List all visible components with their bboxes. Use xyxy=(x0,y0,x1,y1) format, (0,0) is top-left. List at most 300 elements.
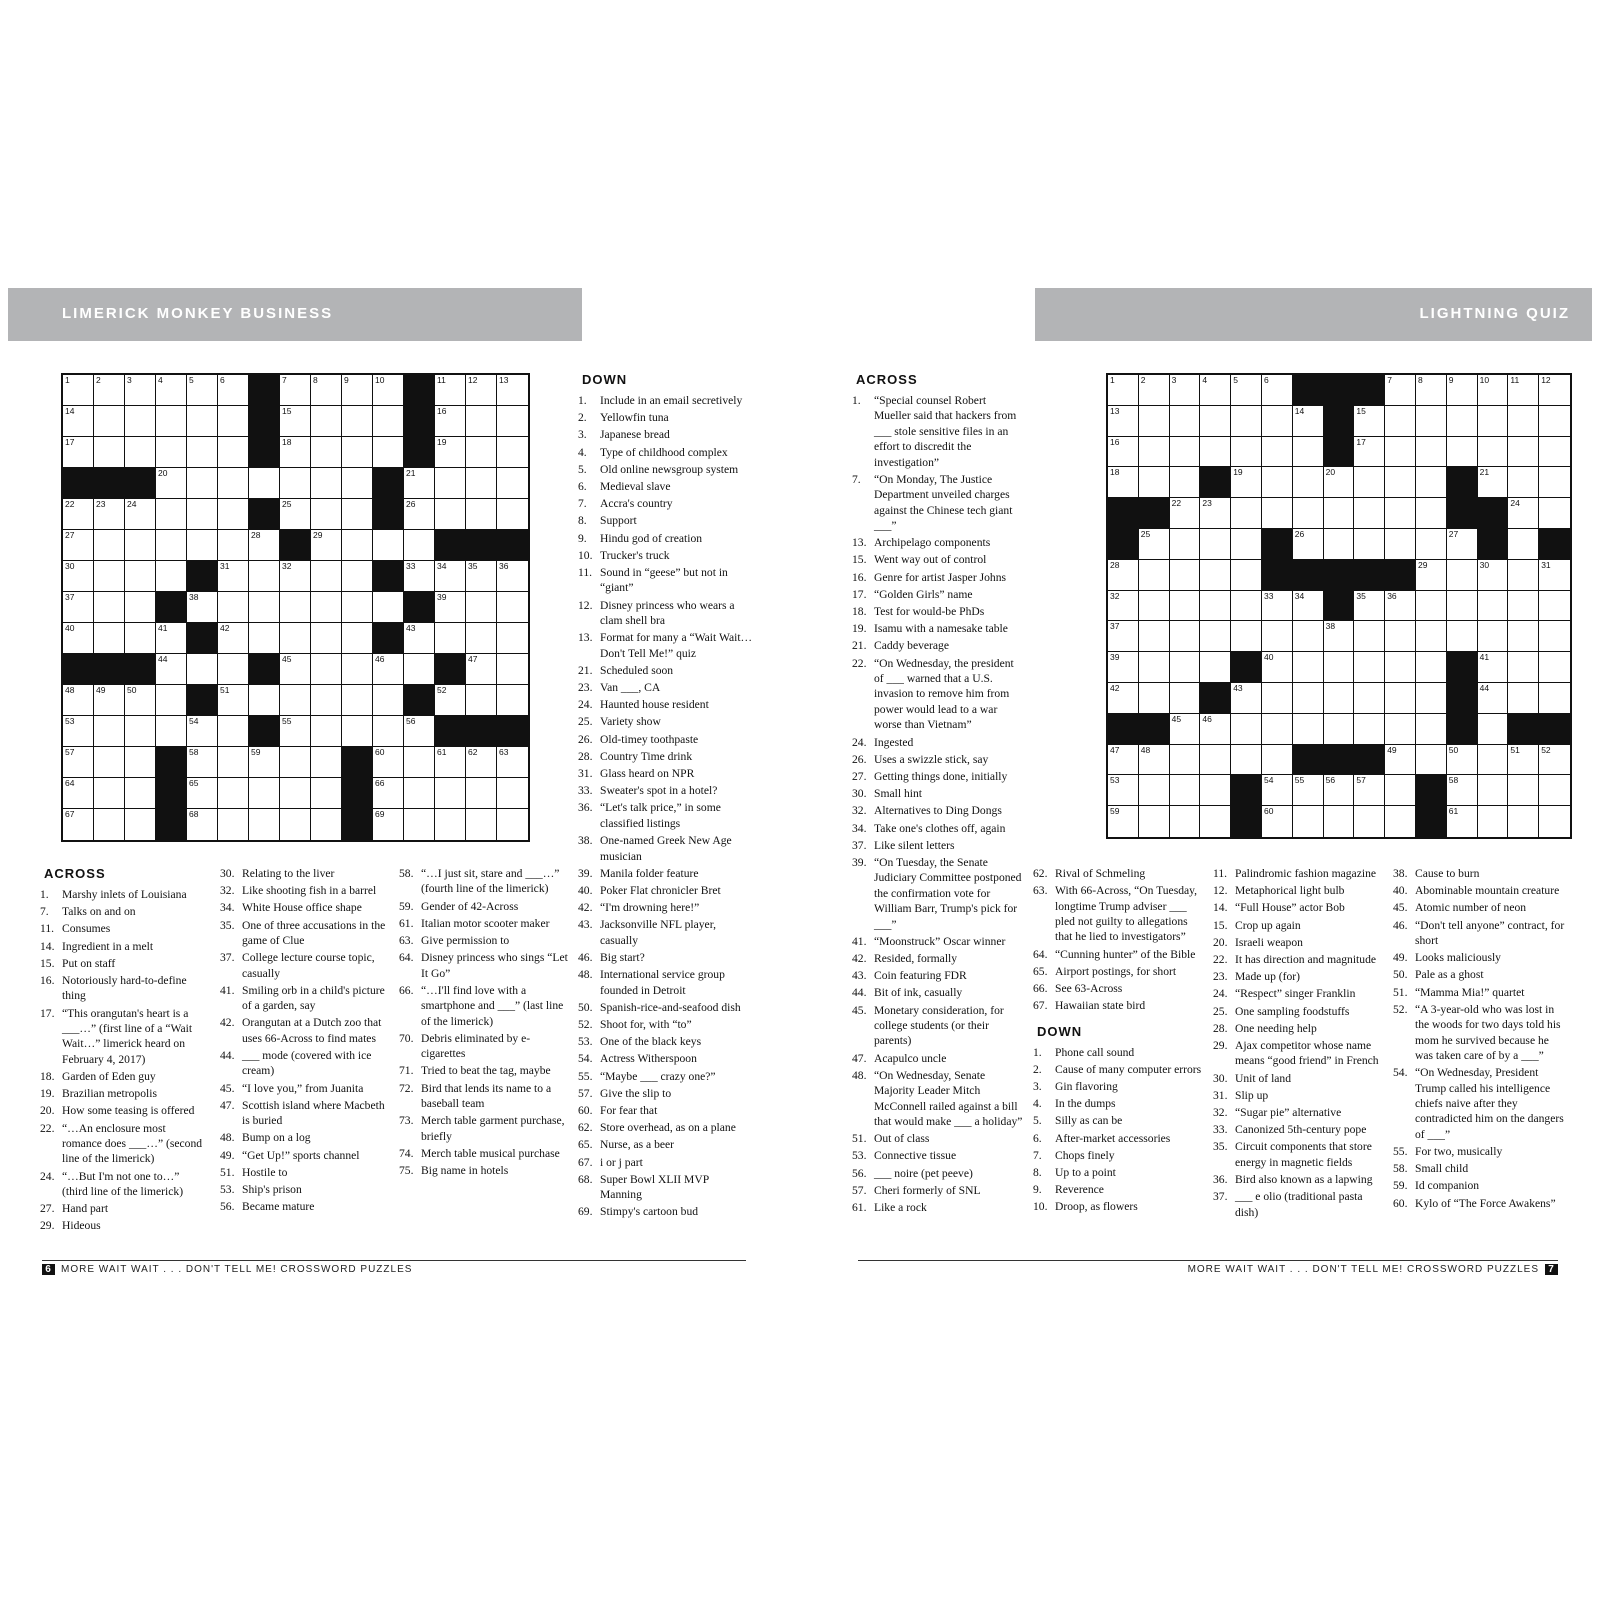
grid-cell[interactable] xyxy=(311,468,342,499)
grid-cell[interactable] xyxy=(435,561,466,592)
grid-cell[interactable] xyxy=(125,561,156,592)
grid-cell[interactable] xyxy=(497,685,528,716)
grid-cell[interactable] xyxy=(311,778,342,809)
grid-cell[interactable] xyxy=(1170,375,1201,406)
grid-cell[interactable] xyxy=(466,437,497,468)
grid-cell[interactable] xyxy=(125,685,156,716)
grid-cell[interactable] xyxy=(466,375,497,406)
grid-cell[interactable] xyxy=(404,747,435,778)
grid-cell[interactable] xyxy=(156,437,187,468)
grid-cell[interactable] xyxy=(218,747,249,778)
grid-cell[interactable] xyxy=(342,561,373,592)
grid-cell[interactable] xyxy=(1354,529,1385,560)
grid-cell[interactable] xyxy=(63,685,94,716)
grid-cell[interactable] xyxy=(156,499,187,530)
grid-cell[interactable] xyxy=(1231,467,1262,498)
grid-cell[interactable] xyxy=(1539,806,1570,837)
grid-cell[interactable] xyxy=(1170,775,1201,806)
grid-cell[interactable] xyxy=(1262,375,1293,406)
grid-cell[interactable] xyxy=(94,778,125,809)
grid-cell[interactable] xyxy=(435,747,466,778)
grid-cell[interactable] xyxy=(466,747,497,778)
crossword-grid-left[interactable] xyxy=(61,373,530,842)
grid-cell[interactable] xyxy=(280,654,311,685)
grid-cell[interactable] xyxy=(1385,529,1416,560)
grid-cell[interactable] xyxy=(1200,621,1231,652)
grid-cell[interactable] xyxy=(249,685,280,716)
grid-cell[interactable] xyxy=(1262,467,1293,498)
grid-cell[interactable] xyxy=(1385,621,1416,652)
grid-cell[interactable] xyxy=(280,685,311,716)
grid-cell[interactable] xyxy=(1293,498,1324,529)
grid-cell[interactable] xyxy=(1324,806,1355,837)
grid-cell[interactable] xyxy=(1170,437,1201,468)
grid-cell[interactable] xyxy=(63,561,94,592)
grid-cell[interactable] xyxy=(1200,775,1231,806)
grid-cell[interactable] xyxy=(1478,683,1509,714)
grid-cell[interactable] xyxy=(373,437,404,468)
grid-cell[interactable] xyxy=(311,747,342,778)
grid-cell[interactable] xyxy=(218,468,249,499)
grid-cell[interactable] xyxy=(1262,683,1293,714)
grid-cell[interactable] xyxy=(373,716,404,747)
grid-cell[interactable] xyxy=(435,685,466,716)
grid-cell[interactable] xyxy=(280,468,311,499)
grid-cell[interactable] xyxy=(311,685,342,716)
grid-cell[interactable] xyxy=(1231,745,1262,776)
grid-cell[interactable] xyxy=(497,375,528,406)
grid-cell[interactable] xyxy=(156,716,187,747)
grid-cell[interactable] xyxy=(1385,437,1416,468)
grid-cell[interactable] xyxy=(187,716,218,747)
grid-cell[interactable] xyxy=(466,654,497,685)
grid-cell[interactable] xyxy=(1293,406,1324,437)
grid-cell[interactable] xyxy=(1108,437,1139,468)
grid-cell[interactable] xyxy=(94,561,125,592)
grid-cell[interactable] xyxy=(1447,591,1478,622)
grid-cell[interactable] xyxy=(1508,683,1539,714)
grid-cell[interactable] xyxy=(1385,591,1416,622)
grid-cell[interactable] xyxy=(1539,591,1570,622)
grid-cell[interactable] xyxy=(1262,775,1293,806)
grid-cell[interactable] xyxy=(187,375,218,406)
grid-cell[interactable] xyxy=(497,747,528,778)
crossword-grid-right[interactable] xyxy=(1106,373,1572,839)
grid-cell[interactable] xyxy=(1478,652,1509,683)
grid-cell[interactable] xyxy=(466,778,497,809)
grid-cell[interactable] xyxy=(280,375,311,406)
grid-cell[interactable] xyxy=(1200,806,1231,837)
grid-cell[interactable] xyxy=(1478,375,1509,406)
grid-cell[interactable] xyxy=(466,685,497,716)
grid-cell[interactable] xyxy=(1139,529,1170,560)
grid-cell[interactable] xyxy=(1539,375,1570,406)
grid-cell[interactable] xyxy=(1293,652,1324,683)
grid-cell[interactable] xyxy=(125,778,156,809)
grid-cell[interactable] xyxy=(280,809,311,840)
grid-cell[interactable] xyxy=(1170,621,1201,652)
grid-cell[interactable] xyxy=(1416,467,1447,498)
grid-cell[interactable] xyxy=(1539,621,1570,652)
grid-cell[interactable] xyxy=(125,716,156,747)
grid-cell[interactable] xyxy=(1170,652,1201,683)
grid-cell[interactable] xyxy=(1416,375,1447,406)
grid-cell[interactable] xyxy=(218,437,249,468)
grid-cell[interactable] xyxy=(466,561,497,592)
grid-cell[interactable] xyxy=(1447,437,1478,468)
grid-cell[interactable] xyxy=(94,592,125,623)
grid-cell[interactable] xyxy=(1539,775,1570,806)
grid-cell[interactable] xyxy=(1139,406,1170,437)
grid-cell[interactable] xyxy=(1385,652,1416,683)
grid-cell[interactable] xyxy=(311,561,342,592)
grid-cell[interactable] xyxy=(1354,652,1385,683)
grid-cell[interactable] xyxy=(280,592,311,623)
grid-cell[interactable] xyxy=(1108,745,1139,776)
grid-cell[interactable] xyxy=(218,530,249,561)
grid-cell[interactable] xyxy=(1200,591,1231,622)
grid-cell[interactable] xyxy=(1416,714,1447,745)
grid-cell[interactable] xyxy=(342,623,373,654)
grid-cell[interactable] xyxy=(94,499,125,530)
grid-cell[interactable] xyxy=(1293,591,1324,622)
grid-cell[interactable] xyxy=(373,406,404,437)
grid-cell[interactable] xyxy=(1108,683,1139,714)
grid-cell[interactable] xyxy=(1385,745,1416,776)
grid-cell[interactable] xyxy=(218,778,249,809)
grid-cell[interactable] xyxy=(1539,560,1570,591)
grid-cell[interactable] xyxy=(1354,806,1385,837)
grid-cell[interactable] xyxy=(249,561,280,592)
grid-cell[interactable] xyxy=(1262,591,1293,622)
grid-cell[interactable] xyxy=(1200,437,1231,468)
grid-cell[interactable] xyxy=(156,530,187,561)
grid-cell[interactable] xyxy=(1170,714,1201,745)
grid-cell[interactable] xyxy=(1539,683,1570,714)
grid-cell[interactable] xyxy=(1108,621,1139,652)
grid-cell[interactable] xyxy=(435,468,466,499)
grid-cell[interactable] xyxy=(280,747,311,778)
grid-cell[interactable] xyxy=(404,468,435,499)
grid-cell[interactable] xyxy=(63,375,94,406)
grid-cell[interactable] xyxy=(1447,560,1478,591)
grid-cell[interactable] xyxy=(373,375,404,406)
grid-cell[interactable] xyxy=(249,623,280,654)
grid-cell[interactable] xyxy=(497,778,528,809)
grid-cell[interactable] xyxy=(1508,745,1539,776)
grid-cell[interactable] xyxy=(1108,560,1139,591)
grid-cell[interactable] xyxy=(94,747,125,778)
grid-cell[interactable] xyxy=(1508,560,1539,591)
grid-cell[interactable] xyxy=(404,623,435,654)
grid-cell[interactable] xyxy=(1231,529,1262,560)
grid-cell[interactable] xyxy=(1170,560,1201,591)
grid-cell[interactable] xyxy=(1416,683,1447,714)
grid-cell[interactable] xyxy=(1478,714,1509,745)
grid-cell[interactable] xyxy=(1447,375,1478,406)
grid-cell[interactable] xyxy=(1324,498,1355,529)
grid-cell[interactable] xyxy=(1293,437,1324,468)
grid-cell[interactable] xyxy=(373,654,404,685)
grid-cell[interactable] xyxy=(1170,591,1201,622)
grid-cell[interactable] xyxy=(218,623,249,654)
grid-cell[interactable] xyxy=(280,406,311,437)
grid-cell[interactable] xyxy=(342,716,373,747)
grid-cell[interactable] xyxy=(156,685,187,716)
grid-cell[interactable] xyxy=(63,809,94,840)
grid-cell[interactable] xyxy=(1108,806,1139,837)
grid-cell[interactable] xyxy=(1108,467,1139,498)
grid-cell[interactable] xyxy=(280,561,311,592)
grid-cell[interactable] xyxy=(1108,406,1139,437)
grid-cell[interactable] xyxy=(63,437,94,468)
grid-cell[interactable] xyxy=(1170,806,1201,837)
grid-cell[interactable] xyxy=(156,623,187,654)
grid-cell[interactable] xyxy=(1539,498,1570,529)
grid-cell[interactable] xyxy=(311,809,342,840)
grid-cell[interactable] xyxy=(311,406,342,437)
grid-cell[interactable] xyxy=(497,809,528,840)
grid-cell[interactable] xyxy=(1416,621,1447,652)
grid-cell[interactable] xyxy=(1478,406,1509,437)
grid-cell[interactable] xyxy=(249,778,280,809)
grid-cell[interactable] xyxy=(1231,560,1262,591)
grid-cell[interactable] xyxy=(404,809,435,840)
grid-cell[interactable] xyxy=(1262,714,1293,745)
grid-cell[interactable] xyxy=(249,747,280,778)
grid-cell[interactable] xyxy=(1539,652,1570,683)
grid-cell[interactable] xyxy=(187,592,218,623)
grid-cell[interactable] xyxy=(1416,406,1447,437)
grid-cell[interactable] xyxy=(249,468,280,499)
grid-cell[interactable] xyxy=(404,499,435,530)
grid-cell[interactable] xyxy=(435,406,466,437)
grid-cell[interactable] xyxy=(63,623,94,654)
grid-cell[interactable] xyxy=(497,561,528,592)
grid-cell[interactable] xyxy=(1139,560,1170,591)
grid-cell[interactable] xyxy=(1508,775,1539,806)
grid-cell[interactable] xyxy=(1231,406,1262,437)
grid-cell[interactable] xyxy=(94,809,125,840)
grid-cell[interactable] xyxy=(1354,714,1385,745)
grid-cell[interactable] xyxy=(404,654,435,685)
grid-cell[interactable] xyxy=(1139,806,1170,837)
grid-cell[interactable] xyxy=(1293,714,1324,745)
grid-cell[interactable] xyxy=(156,654,187,685)
grid-cell[interactable] xyxy=(1108,775,1139,806)
grid-cell[interactable] xyxy=(218,499,249,530)
grid-cell[interactable] xyxy=(1262,621,1293,652)
grid-cell[interactable] xyxy=(1478,621,1509,652)
grid-cell[interactable] xyxy=(1200,375,1231,406)
grid-cell[interactable] xyxy=(1324,714,1355,745)
grid-cell[interactable] xyxy=(280,437,311,468)
grid-cell[interactable] xyxy=(1231,375,1262,406)
grid-cell[interactable] xyxy=(1139,775,1170,806)
grid-cell[interactable] xyxy=(249,592,280,623)
grid-cell[interactable] xyxy=(1262,806,1293,837)
grid-cell[interactable] xyxy=(373,747,404,778)
grid-cell[interactable] xyxy=(466,499,497,530)
grid-cell[interactable] xyxy=(497,592,528,623)
grid-cell[interactable] xyxy=(280,778,311,809)
grid-cell[interactable] xyxy=(1262,437,1293,468)
grid-cell[interactable] xyxy=(1478,775,1509,806)
grid-cell[interactable] xyxy=(1293,529,1324,560)
grid-cell[interactable] xyxy=(1231,621,1262,652)
grid-cell[interactable] xyxy=(1508,806,1539,837)
grid-cell[interactable] xyxy=(94,716,125,747)
grid-cell[interactable] xyxy=(497,499,528,530)
grid-cell[interactable] xyxy=(373,778,404,809)
grid-cell[interactable] xyxy=(1447,529,1478,560)
grid-cell[interactable] xyxy=(1139,591,1170,622)
grid-cell[interactable] xyxy=(342,375,373,406)
grid-cell[interactable] xyxy=(1200,560,1231,591)
grid-cell[interactable] xyxy=(218,716,249,747)
grid-cell[interactable] xyxy=(94,685,125,716)
grid-cell[interactable] xyxy=(1139,375,1170,406)
grid-cell[interactable] xyxy=(311,499,342,530)
grid-cell[interactable] xyxy=(63,499,94,530)
grid-cell[interactable] xyxy=(1447,806,1478,837)
grid-cell[interactable] xyxy=(373,809,404,840)
grid-cell[interactable] xyxy=(1170,467,1201,498)
grid-cell[interactable] xyxy=(1108,375,1139,406)
grid-cell[interactable] xyxy=(1170,406,1201,437)
grid-cell[interactable] xyxy=(156,561,187,592)
grid-cell[interactable] xyxy=(373,530,404,561)
grid-cell[interactable] xyxy=(218,685,249,716)
grid-cell[interactable] xyxy=(1262,745,1293,776)
grid-cell[interactable] xyxy=(1293,683,1324,714)
grid-cell[interactable] xyxy=(156,406,187,437)
grid-cell[interactable] xyxy=(1139,652,1170,683)
grid-cell[interactable] xyxy=(435,499,466,530)
grid-cell[interactable] xyxy=(1539,437,1570,468)
grid-cell[interactable] xyxy=(1354,591,1385,622)
grid-cell[interactable] xyxy=(1385,406,1416,437)
grid-cell[interactable] xyxy=(249,809,280,840)
grid-cell[interactable] xyxy=(342,437,373,468)
grid-cell[interactable] xyxy=(497,437,528,468)
grid-cell[interactable] xyxy=(1508,375,1539,406)
grid-cell[interactable] xyxy=(187,778,218,809)
grid-cell[interactable] xyxy=(125,499,156,530)
grid-cell[interactable] xyxy=(435,809,466,840)
grid-cell[interactable] xyxy=(342,654,373,685)
grid-cell[interactable] xyxy=(1354,406,1385,437)
grid-cell[interactable] xyxy=(1324,621,1355,652)
grid-cell[interactable] xyxy=(1385,714,1416,745)
grid-cell[interactable] xyxy=(1508,467,1539,498)
grid-cell[interactable] xyxy=(311,623,342,654)
grid-cell[interactable] xyxy=(1354,621,1385,652)
grid-cell[interactable] xyxy=(156,375,187,406)
grid-cell[interactable] xyxy=(1416,560,1447,591)
grid-cell[interactable] xyxy=(63,747,94,778)
grid-cell[interactable] xyxy=(342,685,373,716)
grid-cell[interactable] xyxy=(435,375,466,406)
grid-cell[interactable] xyxy=(1478,560,1509,591)
grid-cell[interactable] xyxy=(1200,745,1231,776)
grid-cell[interactable] xyxy=(63,530,94,561)
grid-cell[interactable] xyxy=(1385,467,1416,498)
grid-cell[interactable] xyxy=(1108,652,1139,683)
grid-cell[interactable] xyxy=(1478,591,1509,622)
grid-cell[interactable] xyxy=(218,561,249,592)
grid-cell[interactable] xyxy=(187,530,218,561)
grid-cell[interactable] xyxy=(1139,683,1170,714)
grid-cell[interactable] xyxy=(1231,683,1262,714)
grid-cell[interactable] xyxy=(1200,652,1231,683)
grid-cell[interactable] xyxy=(1200,529,1231,560)
grid-cell[interactable] xyxy=(1170,498,1201,529)
grid-cell[interactable] xyxy=(1508,529,1539,560)
grid-cell[interactable] xyxy=(1447,621,1478,652)
grid-cell[interactable] xyxy=(187,437,218,468)
grid-cell[interactable] xyxy=(218,654,249,685)
grid-cell[interactable] xyxy=(94,437,125,468)
grid-cell[interactable] xyxy=(497,468,528,499)
grid-cell[interactable] xyxy=(218,592,249,623)
grid-cell[interactable] xyxy=(187,468,218,499)
grid-cell[interactable] xyxy=(187,809,218,840)
grid-cell[interactable] xyxy=(311,716,342,747)
grid-cell[interactable] xyxy=(280,623,311,654)
grid-cell[interactable] xyxy=(466,592,497,623)
grid-cell[interactable] xyxy=(125,592,156,623)
grid-cell[interactable] xyxy=(1385,683,1416,714)
grid-cell[interactable] xyxy=(373,592,404,623)
grid-cell[interactable] xyxy=(280,499,311,530)
grid-cell[interactable] xyxy=(342,530,373,561)
grid-cell[interactable] xyxy=(1447,406,1478,437)
grid-cell[interactable] xyxy=(435,437,466,468)
grid-cell[interactable] xyxy=(311,437,342,468)
grid-cell[interactable] xyxy=(125,406,156,437)
grid-cell[interactable] xyxy=(404,561,435,592)
grid-cell[interactable] xyxy=(1416,529,1447,560)
grid-cell[interactable] xyxy=(187,499,218,530)
grid-cell[interactable] xyxy=(94,375,125,406)
grid-cell[interactable] xyxy=(466,809,497,840)
grid-cell[interactable] xyxy=(1508,437,1539,468)
grid-cell[interactable] xyxy=(1539,745,1570,776)
grid-cell[interactable] xyxy=(1139,437,1170,468)
grid-cell[interactable] xyxy=(404,530,435,561)
grid-cell[interactable] xyxy=(63,778,94,809)
grid-cell[interactable] xyxy=(342,406,373,437)
grid-cell[interactable] xyxy=(1293,467,1324,498)
grid-cell[interactable] xyxy=(342,592,373,623)
grid-cell[interactable] xyxy=(1478,806,1509,837)
grid-cell[interactable] xyxy=(125,809,156,840)
grid-cell[interactable] xyxy=(1324,683,1355,714)
grid-cell[interactable] xyxy=(404,716,435,747)
grid-cell[interactable] xyxy=(1354,467,1385,498)
grid-cell[interactable] xyxy=(342,468,373,499)
grid-cell[interactable] xyxy=(466,623,497,654)
grid-cell[interactable] xyxy=(1385,806,1416,837)
grid-cell[interactable] xyxy=(1200,714,1231,745)
grid-cell[interactable] xyxy=(1324,775,1355,806)
grid-cell[interactable] xyxy=(94,623,125,654)
grid-cell[interactable] xyxy=(1508,591,1539,622)
grid-cell[interactable] xyxy=(1447,775,1478,806)
grid-cell[interactable] xyxy=(63,716,94,747)
grid-cell[interactable] xyxy=(218,375,249,406)
